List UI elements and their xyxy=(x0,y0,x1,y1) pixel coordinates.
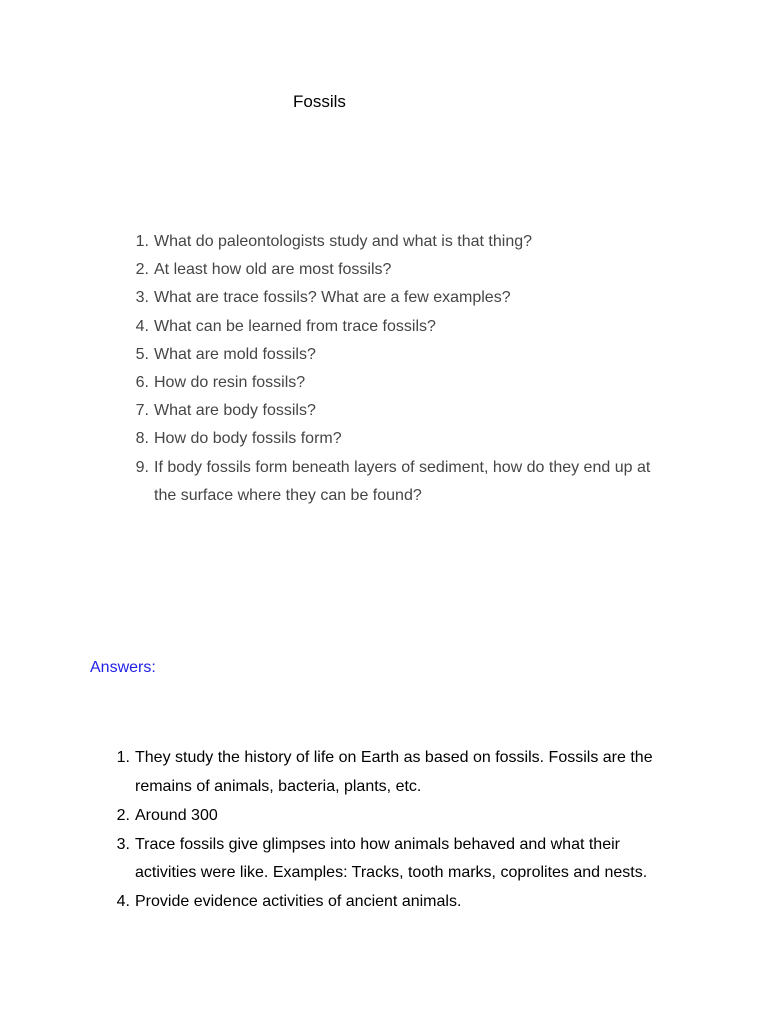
answer-number: 2. xyxy=(116,806,130,824)
question-number: 2. xyxy=(135,261,149,279)
question-text: If body fossils form beneath layers of sediment, how do they end up at the surface where they can be found? xyxy=(154,458,651,504)
question-item xyxy=(135,425,654,453)
question-number: 9. xyxy=(135,458,149,476)
answers-heading: Answers: xyxy=(90,659,156,676)
question-text: What are mold fossils? xyxy=(154,345,316,363)
question-item xyxy=(135,341,654,369)
question-item xyxy=(135,228,654,256)
page-title: Fossils xyxy=(293,92,346,111)
question-number: 5. xyxy=(135,345,149,363)
answer-number: 1. xyxy=(116,749,130,766)
answer-text: Provide evidence activities of ancient animals. xyxy=(135,893,462,910)
question-number: 6. xyxy=(135,374,149,392)
answer-text: Around 300 xyxy=(135,806,218,824)
question-text: How do resin fossils? xyxy=(154,374,306,392)
answer-item xyxy=(116,744,665,801)
question-item xyxy=(135,454,654,510)
question-number: 8. xyxy=(135,430,149,448)
question-text: What are body fossils? xyxy=(154,402,316,420)
question-text: At least how old are most fossils? xyxy=(154,261,392,279)
answer-text: They study the history of life on Earth as based on fossils. Fossils are the remains of animals, bacteria, plants, etc. xyxy=(135,749,653,795)
question-item xyxy=(135,369,654,397)
answers-list xyxy=(116,744,665,917)
answer-item xyxy=(116,802,665,831)
question-item xyxy=(135,284,654,312)
answer-item xyxy=(116,888,665,917)
answer-text: Trace fossils give glimpses into how animals behaved and what their activities were like. Examples: Tracks, tooth marks, coprolites and nests. xyxy=(135,835,648,881)
question-text: What are trace fossils? What are a few examples? xyxy=(154,289,511,307)
question-number: 4. xyxy=(135,317,149,335)
question-number: 7. xyxy=(135,402,149,420)
questions-list xyxy=(135,228,654,510)
question-number: 1. xyxy=(135,233,149,250)
question-item xyxy=(135,397,654,425)
question-item xyxy=(135,313,654,341)
question-text: How do body fossils form? xyxy=(154,430,342,448)
answer-number: 4. xyxy=(116,893,130,910)
question-text: What can be learned from trace fossils? xyxy=(154,317,436,335)
question-item xyxy=(135,256,654,284)
answer-item xyxy=(116,831,665,888)
question-text: What do paleontologists study and what is that thing? xyxy=(154,233,533,250)
question-number: 3. xyxy=(135,289,149,307)
answer-number: 3. xyxy=(116,835,130,853)
